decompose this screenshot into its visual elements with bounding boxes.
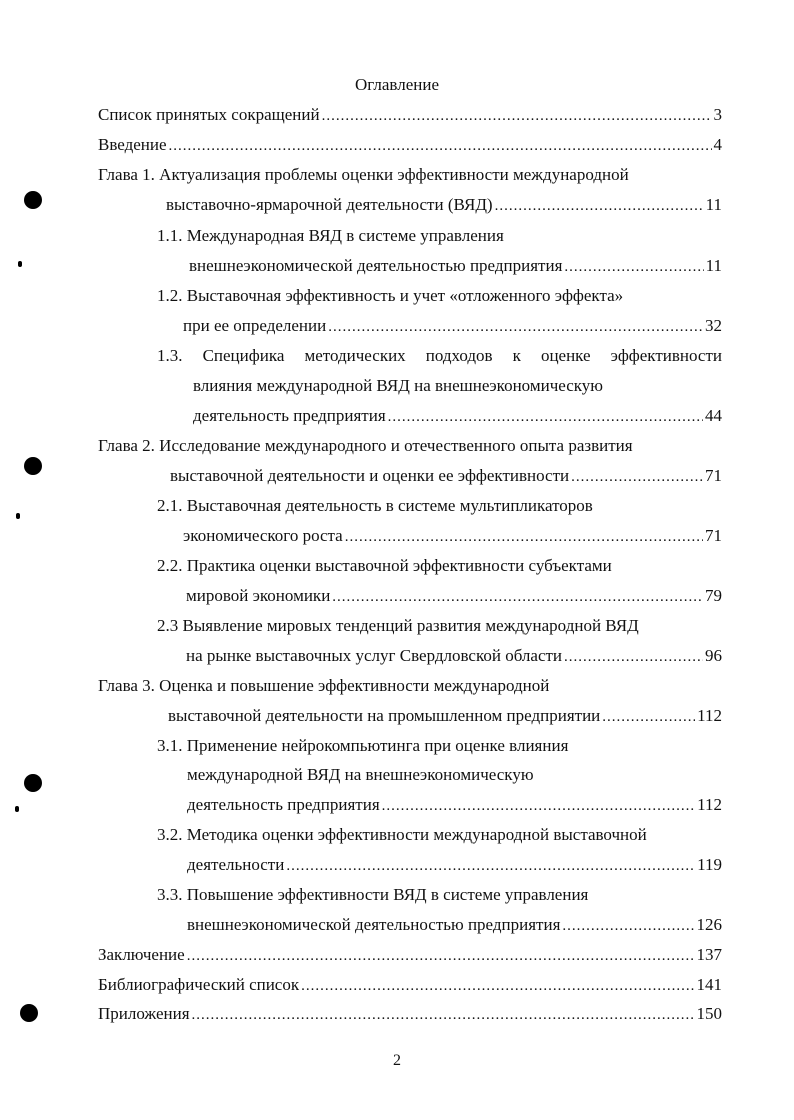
toc-entry-page: 71 <box>705 526 722 545</box>
toc-entry-page: 32 <box>705 316 722 335</box>
toc-entry-text: Введение <box>98 135 167 154</box>
toc-entry-chapter-1-line-2[interactable] <box>166 193 722 218</box>
toc-entry-conclusion[interactable] <box>98 943 722 968</box>
toc-entry-section-1-3-line-1[interactable] <box>157 344 722 368</box>
toc-entry-section-1-2-line-2[interactable] <box>183 314 722 339</box>
toc-entry-page: 96 <box>705 646 722 665</box>
toc-entry-page: 126 <box>696 915 722 934</box>
toc-entry-text: Библиографический список <box>98 975 300 994</box>
toc-entry-text: Глава 3. Оценка и повышение эффективности международной <box>98 676 550 695</box>
toc-entry-page: 79 <box>705 586 722 605</box>
toc-entry-text: мировой экономики <box>186 586 331 605</box>
leader-dots <box>388 405 703 429</box>
toc-entry-page: 4 <box>713 135 722 154</box>
toc-entry-page: 119 <box>697 855 722 874</box>
leader-dots <box>187 944 695 968</box>
toc-entry-text: внешнеэкономической деятельностью предприятия <box>189 256 563 275</box>
scan-speck <box>15 806 19 812</box>
toc-entry-page: 11 <box>705 195 722 214</box>
toc-entry-text: влияния международной ВЯД на внешнеэкономическую <box>193 376 603 395</box>
leader-dots <box>345 525 703 549</box>
toc-entry-page: 3 <box>713 105 722 124</box>
toc-entry-section-2-1-line-2[interactable] <box>183 524 722 549</box>
toc-entry-chapter-3-line-1[interactable] <box>98 674 722 698</box>
leader-dots <box>382 794 695 818</box>
toc-entry-text: выставочной деятельности и оценки ее эффективности <box>170 466 570 485</box>
toc-entry-section-2-2-line-2[interactable] <box>186 584 722 609</box>
toc-title: Оглавление <box>355 75 439 94</box>
leader-dots <box>169 134 712 158</box>
toc-entry-section-1-1-line-1[interactable] <box>157 224 722 248</box>
leader-dots <box>286 854 695 878</box>
toc-entry-text: при ее определении <box>183 316 327 335</box>
toc-entry-page: 150 <box>696 1004 722 1023</box>
toc-entry-text: 3.3. Повышение эффективности ВЯД в системе управления <box>157 885 589 904</box>
toc-entry-text: Заключение <box>98 945 185 964</box>
leader-dots <box>332 585 703 609</box>
toc-entry-section-3-1-line-3[interactable] <box>187 793 722 818</box>
toc-entry-text: деятельность предприятия <box>187 795 380 814</box>
toc-entry-section-3-2-line-2[interactable] <box>187 853 722 878</box>
toc-entry-text: экономического роста <box>183 526 343 545</box>
toc-entry-section-1-3-line-2[interactable] <box>193 374 722 398</box>
toc-entry-page: 112 <box>697 795 722 814</box>
toc-entry-abbreviations[interactable] <box>98 103 722 128</box>
toc-entry-page: 11 <box>705 256 722 275</box>
toc-entry-chapter-2-line-1[interactable] <box>98 434 722 458</box>
leader-dots <box>301 974 694 998</box>
toc-entry-text: деятельности <box>187 855 285 874</box>
punch-hole-mark <box>24 457 42 475</box>
punch-hole-mark <box>24 774 42 792</box>
toc-entry-chapter-1-line-1[interactable] <box>98 163 722 187</box>
scan-speck <box>18 261 22 267</box>
leader-dots <box>571 465 703 489</box>
toc-entry-introduction[interactable] <box>98 133 722 158</box>
toc-entry-text: на рынке выставочных услуг Свердловской области <box>186 646 563 665</box>
toc-entry-section-2-2-line-1[interactable] <box>157 554 722 578</box>
toc-entry-text: Приложения <box>98 1004 190 1023</box>
leader-dots <box>602 705 695 729</box>
toc-entry-text: 2.3 Выявление мировых тенденций развития международной ВЯД <box>157 616 639 635</box>
toc-entry-text: 2.2. Практика оценки выставочной эффективности субъектами <box>157 556 612 575</box>
toc-entry-section-3-2-line-1[interactable] <box>157 823 722 847</box>
toc-entry-section-2-3-line-1[interactable] <box>157 614 722 638</box>
toc-entry-page: 44 <box>705 406 722 425</box>
toc-entry-section-3-3-line-2[interactable] <box>187 913 722 938</box>
leader-dots <box>495 194 704 218</box>
toc-entry-text: 3.1. Применение нейрокомпьютинга при оценке влияния <box>157 736 569 755</box>
toc-entry-text: 1.2. Выставочная эффективность и учет «отложенного эффекта» <box>157 286 624 305</box>
leader-dots <box>562 914 694 938</box>
toc-entry-text: Глава 2. Исследование международного и отечественного опыта развития <box>98 436 633 455</box>
toc-entry-bibliography[interactable] <box>98 973 722 998</box>
leader-dots <box>322 104 712 128</box>
toc-entry-text: 1.1. Международная ВЯД в системе управления <box>157 226 504 245</box>
toc-entry-text: 3.2. Методика оценки эффективности международной выставочной <box>157 825 647 844</box>
toc-entry-page: 141 <box>696 975 722 994</box>
toc-entry-text: внешнеэкономической деятельностью предприятия <box>187 915 561 934</box>
toc-entry-text: международной ВЯД на внешнеэкономическую <box>187 765 534 784</box>
toc-entry-page: 137 <box>696 945 722 964</box>
toc-entry-section-3-1-line-2[interactable] <box>187 763 722 787</box>
toc-entry-text: 1.3. Специфика методических подходов к оценке эффективности <box>157 346 722 365</box>
toc-entry-section-3-1-line-1[interactable] <box>157 734 722 758</box>
toc-entry-page: 71 <box>705 466 722 485</box>
toc-entry-text: 2.1. Выставочная деятельность в системе мультипликаторов <box>157 496 593 515</box>
leader-dots <box>564 255 703 279</box>
toc-entry-text: Список принятых сокращений <box>98 105 320 124</box>
toc-entry-section-3-3-line-1[interactable] <box>157 883 722 907</box>
toc-entry-text: выставочной деятельности на промышленном предприятии <box>168 706 601 725</box>
punch-hole-mark <box>24 191 42 209</box>
toc-entry-section-2-3-line-2[interactable] <box>186 644 722 669</box>
toc-entry-appendices[interactable] <box>98 1002 722 1027</box>
toc-entry-text: выставочно-ярмарочной деятельности (ВЯД) <box>166 195 493 214</box>
toc-entry-text: деятельность предприятия <box>193 406 386 425</box>
toc-entry-section-2-1-line-1[interactable] <box>157 494 722 518</box>
leader-dots <box>564 645 703 669</box>
page-number: 2 <box>393 1052 401 1069</box>
toc-entry-section-1-3-line-3[interactable] <box>193 404 722 429</box>
toc-entry-text: Глава 1. Актуализация проблемы оценки эффективности международной <box>98 165 629 184</box>
toc-entry-chapter-3-line-2[interactable] <box>168 704 722 729</box>
toc-entry-chapter-2-line-2[interactable] <box>170 464 722 489</box>
punch-hole-mark <box>20 1004 38 1022</box>
toc-entry-page: 112 <box>697 706 722 725</box>
toc-entry-section-1-2-line-1[interactable] <box>157 284 722 308</box>
leader-dots <box>328 315 703 339</box>
toc-entry-section-1-1-line-2[interactable] <box>189 254 722 279</box>
leader-dots <box>192 1003 695 1027</box>
scan-speck <box>16 513 20 519</box>
